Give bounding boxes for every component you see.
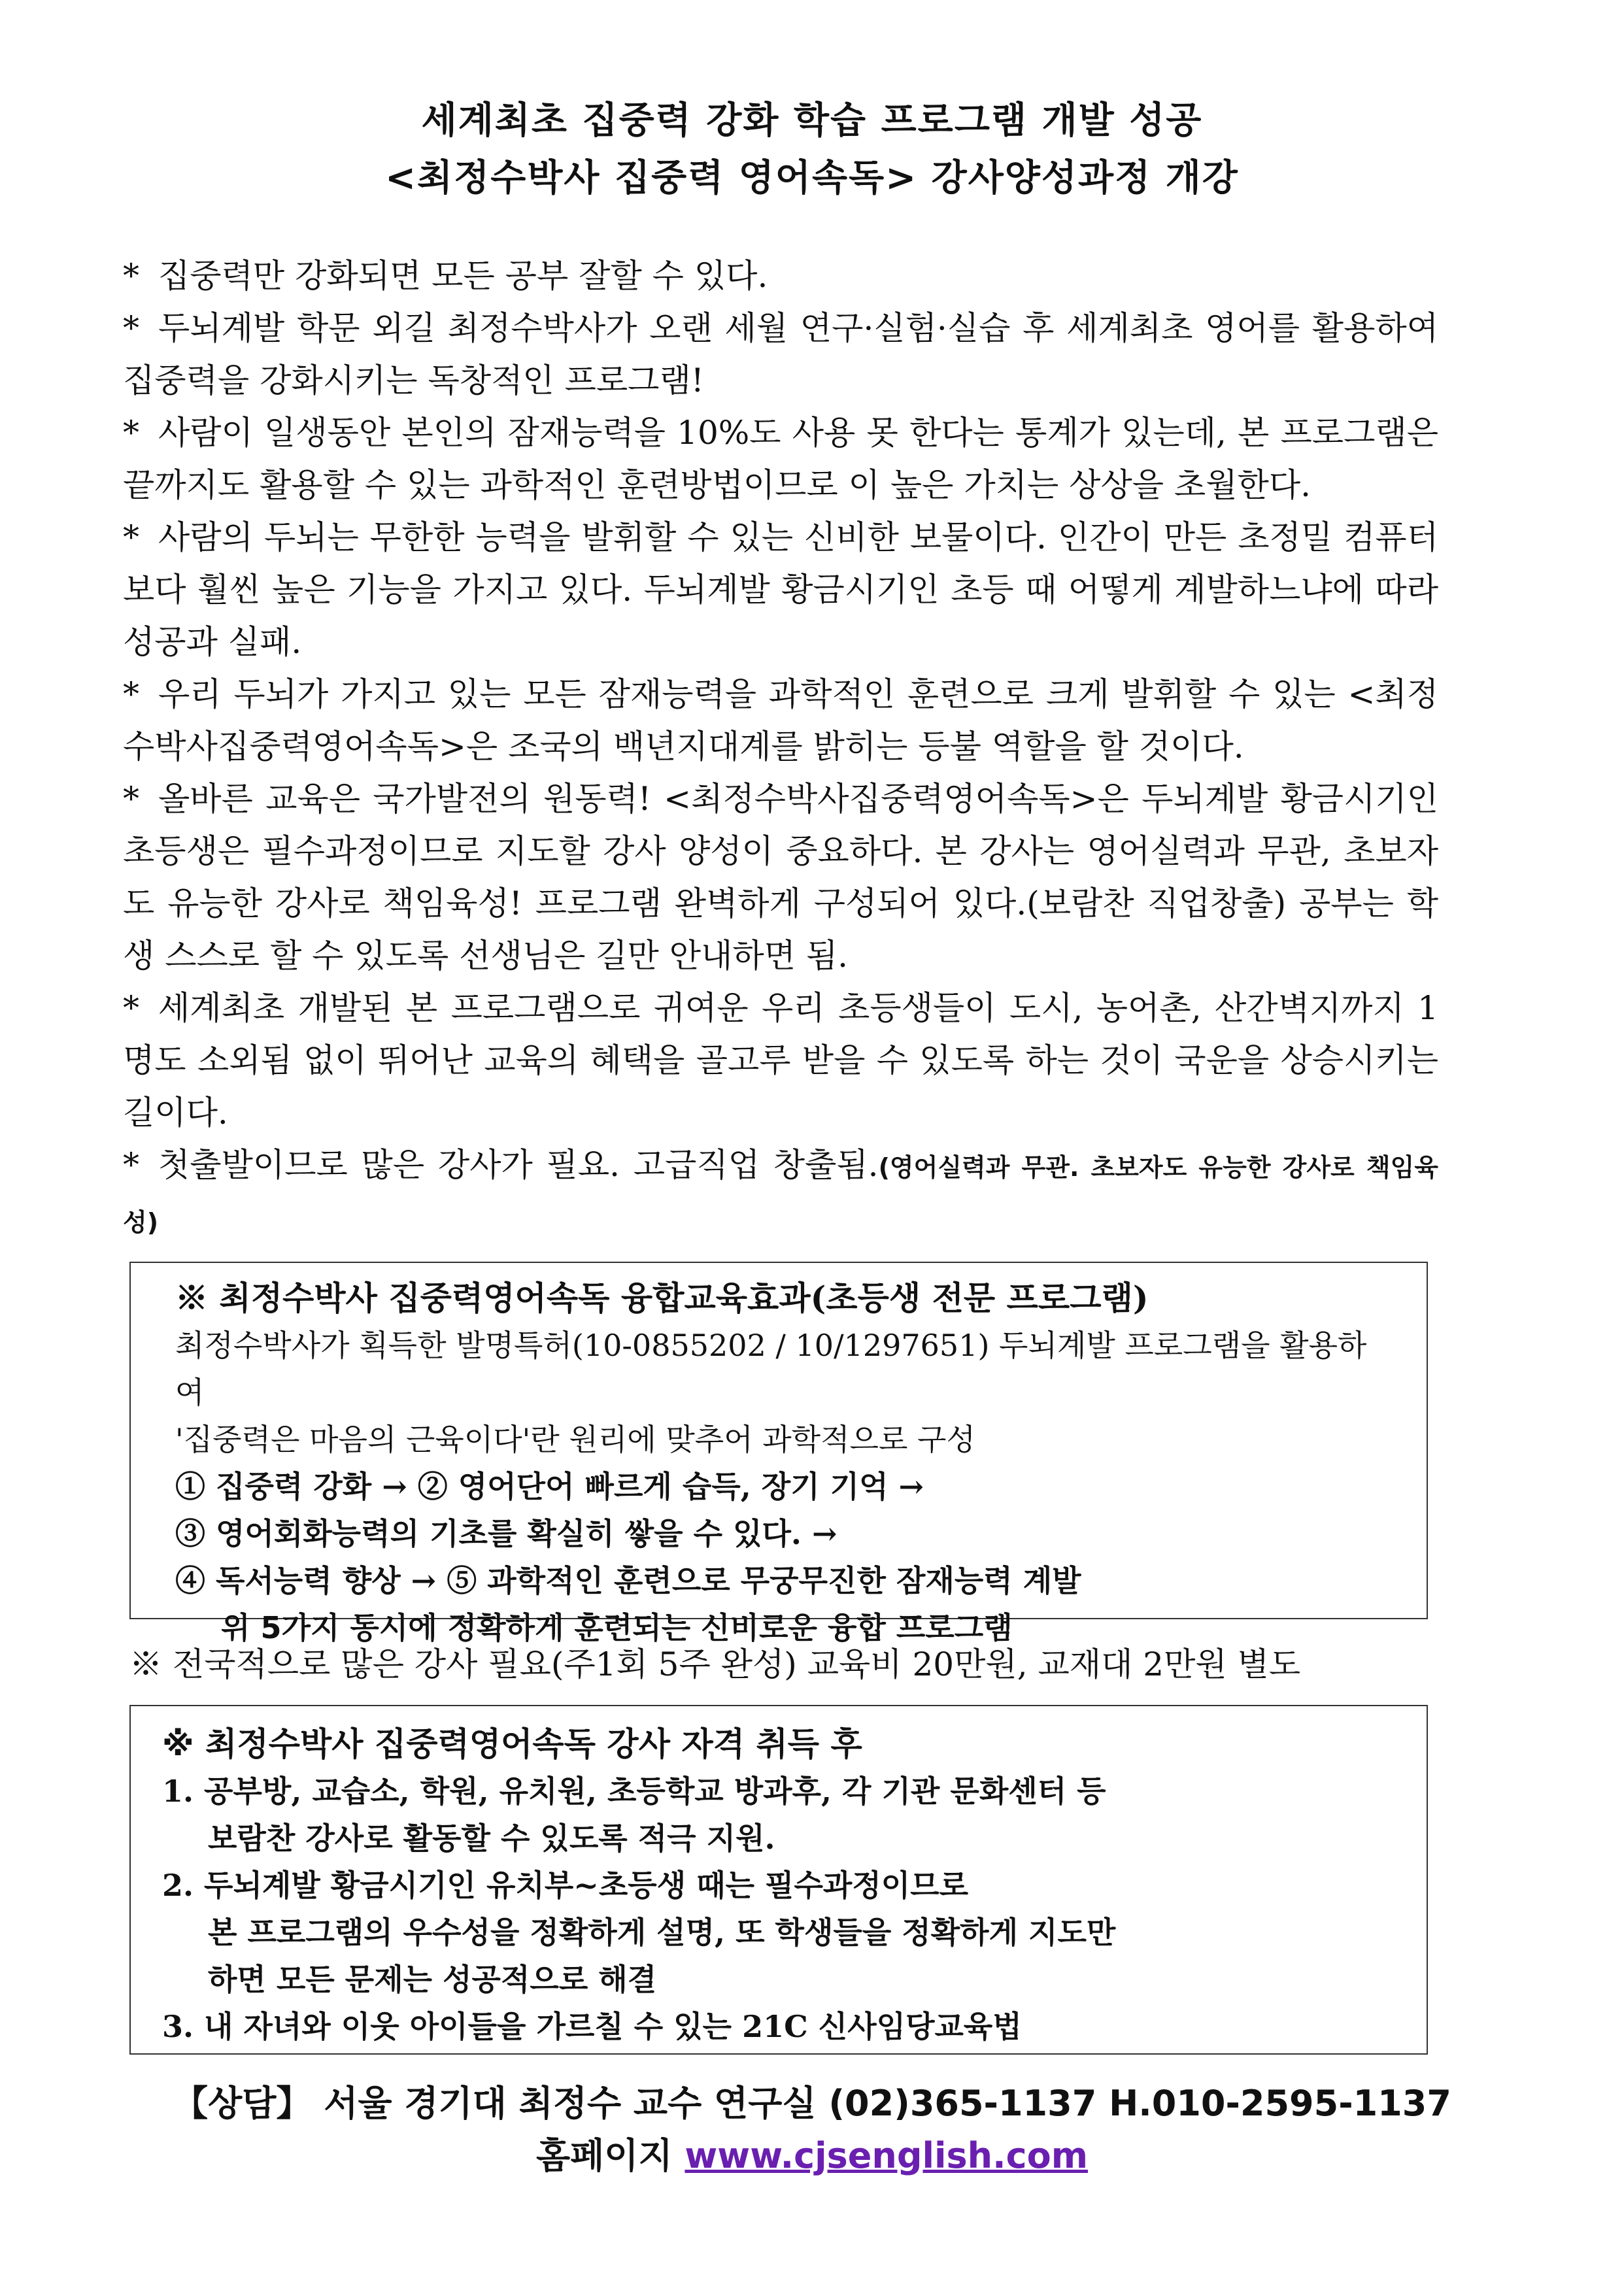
box-heading: ※ 최정수박사 집중력영어속독 강사 자격 취득 후 [162, 1724, 862, 1763]
page-title: 세계최초 집중력 강화 학습 프로그램 개발 성공 [421, 99, 1203, 142]
list-item: * 세계최초 개발된 본 프로그램으로 귀여운 우리 초등생들이 도시, 농어촌, 산간벽지까지 1명도 소외됨 없이 뛰어난 교육의 혜택을 골고루 받을 수 있도록 하는 것이 국운을 상승시키는 길이다. [123, 982, 1438, 1139]
bullet-list [123, 250, 1438, 1249]
page-subtitle: <최정수박사 집중력 영어속독> 강사양성과정 개강 [385, 157, 1239, 199]
fee-note: ※ 전국적으로 많은 강사 필요(주1회 5주 완성) 교육비 20만원, 교재대 2만원 별도 [129, 1645, 1301, 1683]
box-line: 위 5가지 동시에 정확하게 훈련되는 신비로운 융합 프로그램 [221, 1610, 1013, 1645]
box-line: ① 집중력 강화 → ② 영어단어 빠르게 습득, 장기 기억 → [175, 1469, 924, 1504]
list-item: * 집중력만 강화되면 모든 공부 잘할 수 있다. [123, 250, 1438, 302]
box-line: '집중력은 마음의 근육이다'란 원리에 맞추어 과학적으로 구성 [175, 1422, 975, 1457]
box-line: 보람찬 강사로 활동할 수 있도록 적극 지원. [208, 1821, 775, 1856]
box-heading: ※ 최정수박사 집중력영어속독 융합교육효과(초등생 전문 프로그램) [175, 1279, 1149, 1317]
box-line: 2. 두뇌계발 황금시기인 유치부~초등생 때는 필수과정이므로 [162, 1868, 969, 1903]
list-item: * 우리 두뇌가 가지고 있는 모든 잠재능력을 과학적인 훈련으로 크게 발휘할 수 있는 <최정수박사집중력영어속독>은 조국의 백년지대계를 밝히는 등불 역할을 할 것이다. [123, 668, 1438, 773]
box-line: ③ 영어회화능력의 기초를 확실히 쌓을 수 있다. → [175, 1516, 837, 1551]
homepage-line: 홈페이지 www.cjsenglish.com [535, 2135, 1089, 2176]
list-item: * 올바른 교육은 국가발전의 원동력! <최정수박사집중력영어속독>은 두뇌계발 황금시기인 초등생은 필수과정이므로 지도할 강사 양성이 중요하다. 본 강사는 영어실력과 무관, 초보자도 유능한 강사로 책임육성! 프로그램 완벽하게 구성되어 있다.(보람찬 직업창출) 공부는 학생 스스로 할 수 있도록 선생님은 길만 안내하면 됨. [123, 773, 1438, 982]
instructor-benefits-box [129, 1705, 1428, 2055]
list-item: * 사람이 일생동안 본인의 잠재능력을 10%도 사용 못 한다는 통계가 있는데, 본 프로그램은 끝까지도 활용할 수 있는 과학적인 훈련방법이므로 이 높은 가치는 상상을 초월한다. [123, 407, 1438, 511]
asterisk-icon: * [123, 414, 139, 452]
box-line: 본 프로그램의 우수성을 정확하게 설명, 또 학생들을 정확하게 지도만 [208, 1915, 1116, 1950]
asterisk-icon: * [123, 257, 139, 295]
asterisk-icon: * [123, 675, 139, 713]
list-item: * 사람의 두뇌는 무한한 능력을 발휘할 수 있는 신비한 보물이다. 인간이 만든 초정밀 컴퓨터보다 훨씬 높은 기능을 가지고 있다. 두뇌계발 황금시기인 초등 때 어떻게 계발하느냐에 따라 성공과 실패. [123, 511, 1438, 668]
asterisk-icon: * [123, 989, 139, 1027]
list-item: * 첫출발이므로 많은 강사가 필요. 고급직업 창출됨.(영어실력과 무관. 초보자도 유능한 강사로 책임육성) [123, 1139, 1438, 1249]
asterisk-icon: * [123, 309, 139, 347]
box-line: 1. 공부방, 교습소, 학원, 유치원, 초등학교 방과후, 각 기관 문화센터 등 [162, 1774, 1106, 1809]
box-line: 최정수박사가 획득한 발명특허(10-0855202 / 10/1297651) 두뇌계발 프로그램을 활용하여 [175, 1328, 1367, 1410]
contact-info: 【상담】 서울 경기대 최정수 교수 연구실 (02)365-1137 H.010-2595-1137 [173, 2083, 1451, 2124]
asterisk-icon: * [123, 780, 139, 818]
education-effect-box [129, 1262, 1428, 1645]
asterisk-icon: * [123, 1146, 139, 1184]
list-item: * 두뇌계발 학문 외길 최정수박사가 오랜 세월 연구·실험·실습 후 세계최초 영어를 활용하여 집중력을 강화시키는 독창적인 프로그램! [123, 302, 1438, 407]
box-line: 3. 내 자녀와 이웃 아이들을 가르칠 수 있는 21C 신사임당교육법 [162, 2009, 1022, 2044]
box-line: 하면 모든 문제는 성공적으로 해결 [208, 1962, 657, 1997]
homepage-link[interactable]: www.cjsenglish.com [685, 2135, 1089, 2176]
box-line: ④ 독서능력 향상 → ⑤ 과학적인 훈련으로 무궁무진한 잠재능력 계발 [175, 1563, 1081, 1598]
bullet-note: (영어실력과 무관. 초보자도 유능한 강사로 책임육성) [123, 1153, 1438, 1237]
asterisk-icon: * [123, 518, 139, 556]
